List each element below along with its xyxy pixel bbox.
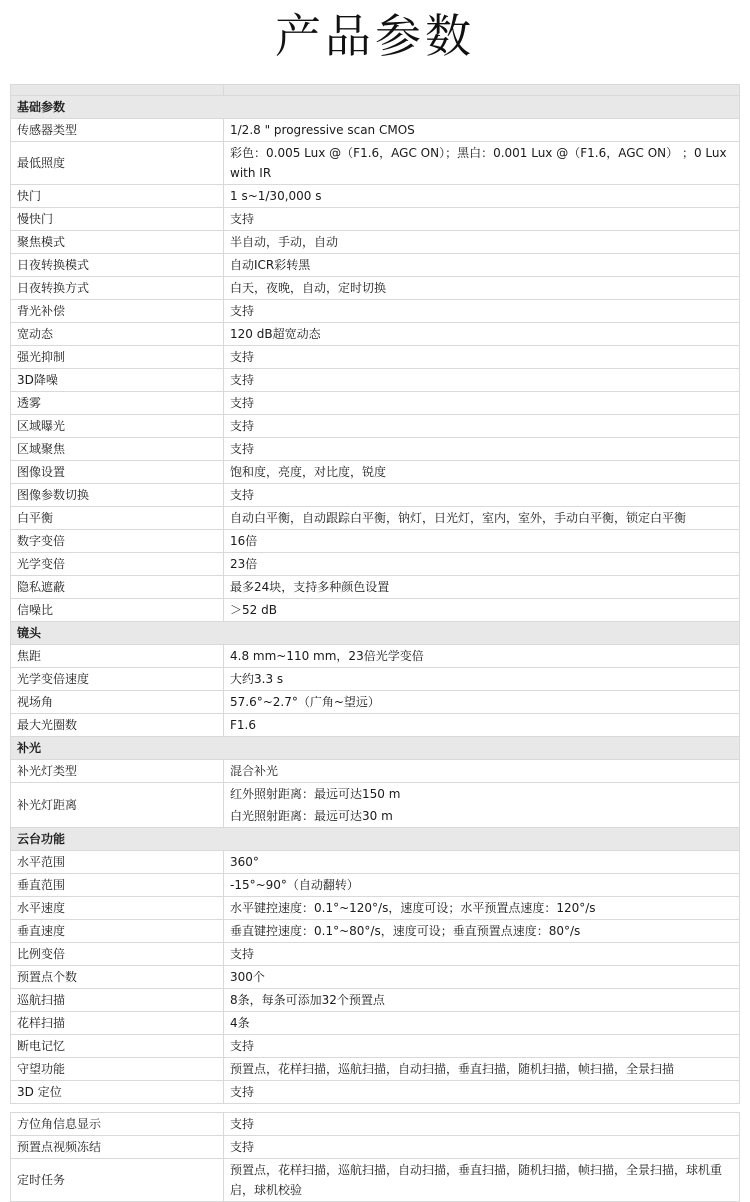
spec-key: 信噪比 [11,599,224,622]
table-row [11,1136,740,1159]
spec-value: 16倍 [224,530,740,553]
table-row [11,576,740,599]
spec-value: 4条 [224,1012,740,1035]
table-row [11,119,740,142]
spec-value: 1 s~1/30,000 s [224,185,740,208]
spec-value: 垂直键控速度：0.1°~80°/s，速度可设；垂直预置点速度：80°/s [224,920,740,943]
spec-table [10,84,740,1202]
table-row [11,897,740,920]
spec-value: F1.6 [224,714,740,737]
spec-key: 预置点视频冻结 [11,1136,224,1159]
table-row [11,346,740,369]
spec-key: 3D降噪 [11,369,224,392]
spec-key: 焦距 [11,645,224,668]
spec-value: 白天，夜晚，自动，定时切换 [224,277,740,300]
table-row [11,484,740,507]
spec-value: 自动白平衡，自动跟踪白平衡，钠灯，日光灯，室内，室外，手动白平衡，锁定白平衡 [224,507,740,530]
table-row [11,851,740,874]
spec-key: 光学变倍 [11,553,224,576]
table-row [11,1113,740,1136]
spec-key: 白平衡 [11,507,224,530]
spec-key: 透雾 [11,392,224,415]
spec-value-line: 红外照射距离：最远可达150 m [230,787,401,801]
spec-value: 半自动，手动，自动 [224,231,740,254]
table-row [11,1159,740,1202]
spec-value [224,783,740,828]
page-title: 产品参数 [275,9,475,63]
section-title: 云台功能 [11,828,740,851]
spec-key: 传感器类型 [11,119,224,142]
table-row [11,966,740,989]
spec-key: 定时任务 [11,1159,224,1202]
table-row [11,691,740,714]
section-header [11,622,740,645]
spec-value: 支持 [224,1035,740,1058]
table-row [11,1012,740,1035]
table-row [11,714,740,737]
spec-key: 最低照度 [11,142,224,185]
table-row [11,142,740,185]
spec-value: 支持 [224,484,740,507]
table-row [11,668,740,691]
spec-value: 支持 [224,392,740,415]
spec-value: 支持 [224,369,740,392]
table-row [11,185,740,208]
spec-key: 3D 定位 [11,1081,224,1104]
spec-key: 数字变倍 [11,530,224,553]
spec-value: 支持 [224,943,740,966]
spec-value: 支持 [224,415,740,438]
spec-value: 300个 [224,966,740,989]
table-row [11,323,740,346]
spec-value: 360° [224,851,740,874]
spec-value: 支持 [224,1081,740,1104]
table-top-band [11,85,740,96]
section-title: 镜头 [11,622,740,645]
spec-value: 1/2.8 " progressive scan CMOS [224,119,740,142]
table-row [11,760,740,783]
spec-key: 区域聚焦 [11,438,224,461]
spec-key: 快门 [11,185,224,208]
table-row [11,300,740,323]
table-row [11,943,740,966]
spec-key: 背光补偿 [11,300,224,323]
table-row [11,553,740,576]
table-row [11,415,740,438]
spec-value: 57.6°~2.7°（广角~望远） [224,691,740,714]
table-row [11,254,740,277]
spec-value: 23倍 [224,553,740,576]
spec-key: 慢快门 [11,208,224,231]
table-row [11,507,740,530]
table-row [11,461,740,484]
section-header [11,96,740,119]
spec-value: 大约3.3 s [224,668,740,691]
table-row [11,438,740,461]
spec-value: 120 dB超宽动态 [224,323,740,346]
table-row [11,989,740,1012]
spec-value: 饱和度，亮度，对比度，锐度 [224,461,740,484]
section-header [11,737,740,760]
spec-key: 视场角 [11,691,224,714]
spec-value: 支持 [224,346,740,369]
spec-key: 区域曝光 [11,415,224,438]
spec-key: 守望功能 [11,1058,224,1081]
spec-key: 图像参数切换 [11,484,224,507]
table-row [11,783,740,828]
spec-key: 花样扫描 [11,1012,224,1035]
table-row [11,1081,740,1104]
spec-key: 补光灯距离 [11,783,224,828]
spec-value: 支持 [224,208,740,231]
spec-value: 支持 [224,1113,740,1136]
spec-value: 支持 [224,1136,740,1159]
table-row [11,874,740,897]
table-row [11,392,740,415]
spec-key: 日夜转换方式 [11,277,224,300]
spec-value: 预置点，花样扫描，巡航扫描，自动扫描，垂直扫描，随机扫描，帧扫描，全景扫描 [224,1058,740,1081]
spec-key: 方位角信息显示 [11,1113,224,1136]
table-row [11,277,740,300]
table-row [11,208,740,231]
table-row [11,530,740,553]
spec-key: 垂直速度 [11,920,224,943]
spec-value: 水平键控速度：0.1°~120°/s，速度可设；水平预置点速度：120°/s [224,897,740,920]
spec-key: 日夜转换模式 [11,254,224,277]
table-row [11,920,740,943]
table-gap [11,1104,740,1113]
spec-key: 图像设置 [11,461,224,484]
spec-value-line: 白光照射距离：最远可达30 m [230,809,393,823]
table-row [11,599,740,622]
section-title: 基础参数 [11,96,740,119]
spec-key: 比例变倍 [11,943,224,966]
spec-key: 巡航扫描 [11,989,224,1012]
spec-value: 预置点，花样扫描，巡航扫描，自动扫描，垂直扫描，随机扫描，帧扫描，全景扫描，球机重启，球机校验 [224,1159,740,1202]
table-row [11,231,740,254]
spec-key: 补光灯类型 [11,760,224,783]
spec-key: 最大光圈数 [11,714,224,737]
spec-key: 水平速度 [11,897,224,920]
table-row [11,1035,740,1058]
spec-value: 彩色：0.005 Lux @（F1.6，AGC ON）；黑白：0.001 Lux @（F1.6，AGC ON） ；0 Lux with IR [224,142,740,185]
spec-key: 隐私遮蔽 [11,576,224,599]
spec-key: 断电记忆 [11,1035,224,1058]
spec-value: 最多24块，支持多种颜色设置 [224,576,740,599]
spec-key: 预置点个数 [11,966,224,989]
spec-value: -15°~90°（自动翻转） [224,874,740,897]
spec-key: 强光抑制 [11,346,224,369]
spec-key: 光学变倍速度 [11,668,224,691]
spec-key: 水平范围 [11,851,224,874]
spec-value: 自动ICR彩转黑 [224,254,740,277]
spec-value: 支持 [224,300,740,323]
spec-value: 支持 [224,438,740,461]
spec-key: 聚焦模式 [11,231,224,254]
table-row [11,369,740,392]
table-row [11,1058,740,1081]
spec-key: 宽动态 [11,323,224,346]
table-row [11,645,740,668]
spec-value: 4.8 mm~110 mm，23倍光学变倍 [224,645,740,668]
section-title: 补光 [11,737,740,760]
spec-key: 垂直范围 [11,874,224,897]
spec-value: 8条，每条可添加32个预置点 [224,989,740,1012]
spec-value: ＞52 dB [224,599,740,622]
spec-value: 混合补光 [224,760,740,783]
section-header [11,828,740,851]
